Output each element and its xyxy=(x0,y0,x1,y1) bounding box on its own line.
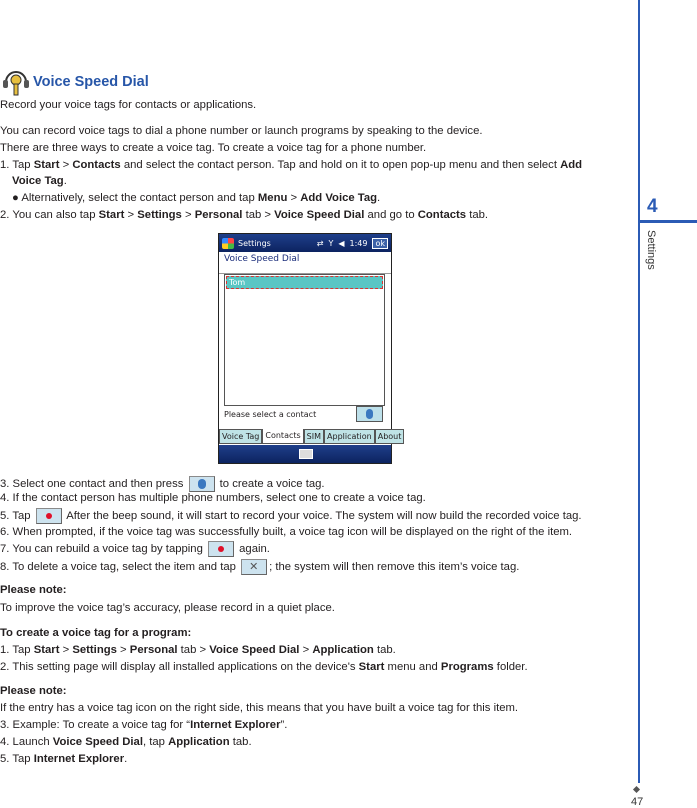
record-button-icon xyxy=(208,541,234,557)
device-screenshot xyxy=(218,233,402,464)
text: folder. xyxy=(493,661,528,673)
contact-item[interactable]: Tom xyxy=(226,276,383,289)
bold-text: Start xyxy=(98,209,125,221)
text: 4. If the contact person has multiple phone numbers, select one to create a voice tag. xyxy=(0,492,426,504)
signal-icon: Y xyxy=(328,238,334,248)
text: 6. When prompted, if the voice tag was successfully built, a voice tag icon will be displayed on the right of the item. xyxy=(0,526,573,538)
text: > xyxy=(299,644,313,656)
bold-text: Application xyxy=(312,644,374,656)
bold-text: Settings xyxy=(137,209,182,221)
text: After the beep sound, it will start to record your voice. The system will now build the recorded voice tag. xyxy=(63,510,582,522)
text: > xyxy=(181,209,195,221)
text-line xyxy=(0,207,488,223)
volume-icon: ◀ xyxy=(338,238,345,248)
text-line xyxy=(0,717,287,733)
text: 1. Tap xyxy=(0,159,34,171)
bold-text: Programs xyxy=(440,661,494,673)
bold-text: Internet Explorer xyxy=(190,719,281,731)
text-line xyxy=(0,659,528,675)
delete-button-icon xyxy=(241,559,267,575)
text: To improve the voice tag’s accuracy, please record in a quiet place. xyxy=(0,602,335,614)
text: tab. xyxy=(466,209,489,221)
bold-text: Menu xyxy=(257,192,288,204)
margin-rule xyxy=(638,0,640,783)
tab-sim[interactable]: SIM xyxy=(304,429,324,444)
text: 5. Tap xyxy=(0,510,34,522)
section-title xyxy=(2,68,149,96)
bold-text: To create a voice tag for a program: xyxy=(0,627,192,639)
bold-text: Voice Tag xyxy=(12,175,64,187)
page-number: 47 xyxy=(631,796,644,808)
text: > xyxy=(59,644,73,656)
bold-text: Personal xyxy=(129,644,178,656)
tab-voice-tag[interactable]: Voice Tag xyxy=(219,429,262,444)
keyboard-icon[interactable] xyxy=(299,449,313,459)
text: and select the contact person. Tap and hold on it to open pop-up menu and then select xyxy=(120,159,561,171)
voice-speed-dial-icon xyxy=(2,68,30,96)
text: > xyxy=(287,192,301,204)
bold-text: Internet Explorer xyxy=(33,753,125,765)
text: ● Alternatively, select the contact person and tap xyxy=(12,192,258,204)
bold-text: Application xyxy=(168,736,230,748)
text-line xyxy=(0,625,191,641)
text-line xyxy=(0,683,67,699)
text: tab. xyxy=(229,736,252,748)
bold-text: Please note: xyxy=(0,685,67,697)
chapter-label: Settings xyxy=(645,230,657,270)
tab-about[interactable]: About xyxy=(375,429,405,444)
text-line xyxy=(12,173,67,189)
text: ; the system will then remove this item’s voice tag. xyxy=(269,561,520,573)
text-line xyxy=(0,508,582,524)
text: 2. You can also tap xyxy=(0,209,99,221)
chapter-rule xyxy=(638,220,697,223)
text-line xyxy=(12,190,380,206)
device-time: 1:49 xyxy=(349,238,368,248)
bold-text: Please note: xyxy=(0,584,67,596)
text: tab > xyxy=(177,644,210,656)
device-app-title: Settings xyxy=(238,238,271,248)
device-bottom-bar xyxy=(219,445,391,463)
page-title: Voice Speed Dial xyxy=(33,74,149,90)
text-line xyxy=(0,751,127,767)
text: again. xyxy=(236,543,270,555)
text-line xyxy=(0,642,396,658)
record-voice-button[interactable] xyxy=(356,406,383,422)
bold-text: Add Voice Tag xyxy=(300,192,378,204)
text: , tap xyxy=(142,736,169,748)
text: menu and xyxy=(384,661,441,673)
text: 1. Tap xyxy=(0,644,34,656)
text-line xyxy=(0,490,426,506)
bold-text: Voice Speed Dial xyxy=(274,209,365,221)
text: . xyxy=(63,175,67,187)
contact-list[interactable] xyxy=(224,274,385,406)
bold-text: Voice Speed Dial xyxy=(52,736,143,748)
bold-text: Start xyxy=(33,644,60,656)
text-line xyxy=(0,140,426,156)
text: If the entry has a voice tag icon on the right side, this means that you have built a voice tag for this item. xyxy=(0,702,519,714)
text: and go to xyxy=(364,209,418,221)
tab-application[interactable]: Application xyxy=(324,429,375,444)
text-line xyxy=(0,524,572,540)
text: > xyxy=(124,209,138,221)
bold-text: Start xyxy=(358,661,385,673)
text-line xyxy=(0,123,483,139)
text: 3. Example: To create a voice tag for “ xyxy=(0,719,191,731)
text: > xyxy=(116,644,130,656)
device-header: Voice Speed Dial xyxy=(219,252,391,274)
text: . xyxy=(124,753,128,765)
text-line xyxy=(0,559,519,575)
text: 8. To delete a voice tag, select the item and tap xyxy=(0,561,240,573)
record-button-icon xyxy=(36,508,62,524)
bold-text: Settings xyxy=(72,644,117,656)
text: Record your voice tags for contacts or applications. xyxy=(0,99,257,111)
device-title-bar xyxy=(219,234,391,252)
ok-button[interactable]: ok xyxy=(372,238,388,249)
text-line xyxy=(0,97,256,113)
text: to create a voice tag. xyxy=(216,478,325,490)
text-line xyxy=(0,582,67,598)
text: 2. This setting page will display all installed applications on the device's xyxy=(0,661,359,673)
windows-start-icon xyxy=(222,238,234,249)
text: 5. Tap xyxy=(0,753,34,765)
bold-text: Personal xyxy=(194,209,243,221)
text-line xyxy=(0,700,518,716)
text: 7. You can rebuild a voice tag by tapping xyxy=(0,543,207,555)
text-line xyxy=(0,734,252,750)
text-line xyxy=(0,600,335,616)
tab-contacts[interactable]: Contacts xyxy=(262,429,303,444)
text: . xyxy=(377,192,381,204)
text: ”. xyxy=(280,719,288,731)
text: There are three ways to create a voice tag. To create a voice tag for a phone number. xyxy=(0,142,427,154)
text: tab > xyxy=(242,209,275,221)
bold-text: Voice Speed Dial xyxy=(209,644,300,656)
device-prompt: Please select a contact xyxy=(224,410,317,419)
text: 4. Launch xyxy=(0,736,53,748)
bold-text: Start xyxy=(33,159,60,171)
diamond-icon xyxy=(633,786,640,793)
text: 3. Select one contact and then press xyxy=(0,478,187,490)
chapter-number: 4 xyxy=(647,196,658,217)
bold-text: Contacts xyxy=(417,209,467,221)
text: > xyxy=(59,159,73,171)
text: You can record voice tags to dial a phone number or launch programs by speaking to the device. xyxy=(0,125,483,137)
connection-icon: ⇄ xyxy=(316,238,324,248)
text-line xyxy=(0,541,270,557)
text-line xyxy=(0,157,582,173)
bold-text: Contacts xyxy=(72,159,121,171)
text: tab. xyxy=(373,644,396,656)
device-tabs xyxy=(219,429,402,444)
bold-text: Add xyxy=(560,159,583,171)
